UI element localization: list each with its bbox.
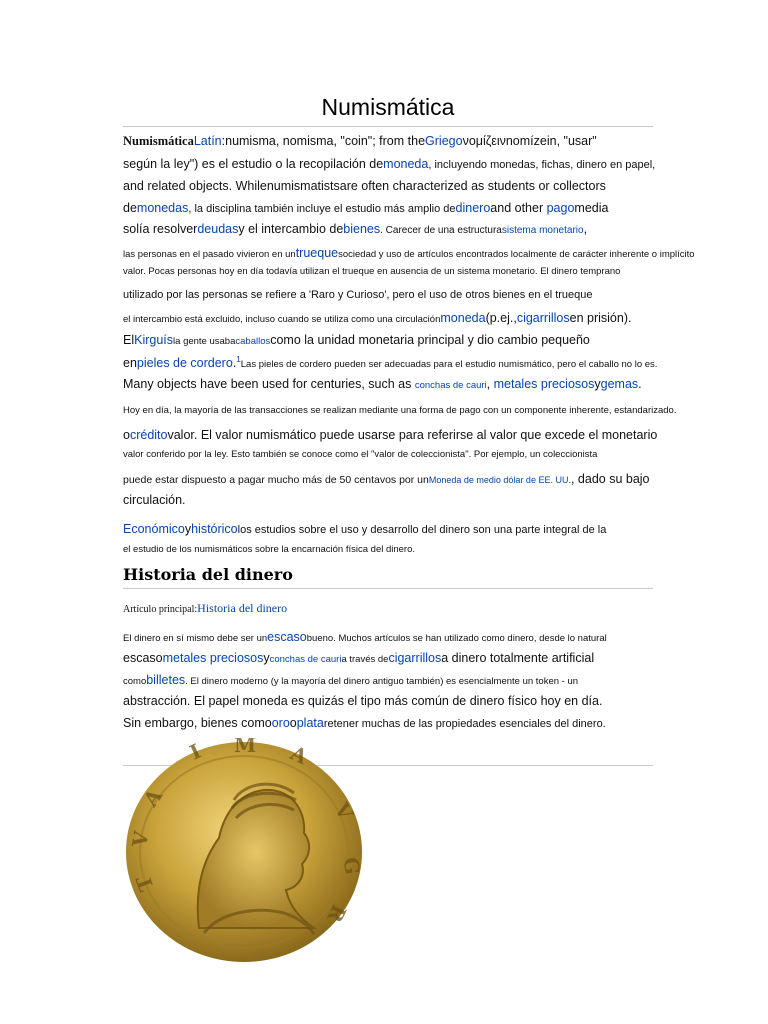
svg-text:A: A <box>138 784 168 811</box>
link-moneda-medio-dolar[interactable]: Moneda de medio dólar de EE. UU. <box>428 475 571 485</box>
link-historia-del-dinero[interactable]: Historia del dinero <box>197 601 288 615</box>
text: nomízein, "usar" <box>505 134 597 148</box>
intro-line-10 <box>123 333 590 347</box>
intro-line-5 <box>123 222 587 236</box>
text: en prisión). <box>569 311 632 325</box>
text: bueno. Muchos artículos se han utilizado como dinero, desde lo natural <box>306 633 607 644</box>
text: , la disciplina también incluye el estudio más amplio de <box>188 203 456 215</box>
footnote-ref[interactable]: 1 <box>236 355 241 364</box>
svg-text:T: T <box>131 872 159 895</box>
svg-text:V: V <box>127 829 154 849</box>
intro-line-16 <box>123 472 650 486</box>
intro-line-2 <box>123 157 655 171</box>
text: :numisma, nomisma, "coin"; from the <box>221 134 426 148</box>
text: escaso <box>123 651 163 665</box>
text: o <box>289 716 297 730</box>
text: según la ley") es el estudio o la recopilación de <box>123 157 384 171</box>
link-moneda[interactable]: moneda <box>383 157 429 171</box>
svg-text:A: A <box>286 740 312 770</box>
link-conchas-de-cauri-2[interactable]: conchas de cauri <box>269 654 342 665</box>
text: media <box>574 201 609 215</box>
history-line-4: abstracción. El papel moneda es quizás el tipo más común de dinero físico hoy en día. <box>123 694 603 708</box>
text: , incluyendo monedas, fichas, dinero en papel, <box>428 159 656 171</box>
link-bienes[interactable]: bienes <box>343 222 381 236</box>
intro-line-13: Hoy en día, la mayoría de las transacciones se realizan mediante una forma de pago con un componente inherente, estandarizado. <box>123 405 677 416</box>
text: and other <box>490 201 547 215</box>
text: sociedad y uso de artículos encontrados localmente de carácter inherente o implícito <box>338 249 695 260</box>
main-article-hatnote <box>123 601 287 616</box>
link-cigarrillos-2[interactable]: cigarrillos <box>388 651 442 665</box>
link-oro[interactable]: oro <box>271 716 290 730</box>
intro-line-4 <box>123 201 608 215</box>
text: Many objects have been used for centuries, such as <box>123 377 415 391</box>
svg-text:I: I <box>185 738 205 765</box>
text: solía resolver <box>123 222 198 236</box>
link-kirguis[interactable]: Kirguís <box>134 333 174 347</box>
link-gemas[interactable]: gemas <box>600 377 639 391</box>
intro-line-12 <box>123 377 642 391</box>
link-griego[interactable]: Griego <box>425 134 463 148</box>
intro-line-6 <box>123 246 695 260</box>
text: puede estar dispuesto a pagar mucho más de 50 centavos por un <box>123 474 429 486</box>
text: las personas en el pasado vivieron en un <box>123 249 296 260</box>
section-heading-historia: Historia del dinero <box>123 565 653 589</box>
text: a través de <box>341 654 389 665</box>
text: a dinero totalmente artificial <box>441 651 595 665</box>
intro-line-14 <box>123 428 657 442</box>
text: Artículo principal: <box>123 604 198 615</box>
greek-word: νομίζειν <box>462 134 506 148</box>
intro-line-7: valor. Pocas personas hoy en día todavía utilizan el trueque en ausencia de un sistema monetario. El dinero temprano <box>123 266 621 277</box>
text: los estudios sobre el uso y desarrollo del dinero son una parte integral de la <box>237 524 607 536</box>
intro-line-11 <box>123 355 657 370</box>
text: . Carecer de una estructura <box>380 225 502 236</box>
text: Las pieles de cordero pueden ser adecuadas para el estudio numismático, pero el caballo no lo es. <box>240 359 658 371</box>
history-line-3 <box>123 673 578 687</box>
intro-line-9 <box>123 311 631 325</box>
text: (p.ej., <box>485 311 517 325</box>
link-credito[interactable]: crédito <box>129 428 168 442</box>
svg-text:V: V <box>329 798 359 824</box>
link-moneda-2[interactable]: moneda <box>440 311 486 325</box>
link-conchas-de-cauri[interactable]: conchas de cauri <box>414 380 487 391</box>
intro-line-15: valor conferido por la ley. Esto también se conoce como el "valor de coleccionista". Por ejemplo, un coleccionista <box>123 449 598 460</box>
text: de <box>123 201 137 215</box>
text: , <box>583 222 588 236</box>
text: , dado su bajo <box>570 472 650 486</box>
link-plata[interactable]: plata <box>296 716 324 730</box>
text: El dinero en sí mismo debe ser un <box>123 633 268 644</box>
intro-line-3: and related objects. Whilenumismatistsare often characterized as students or collectors <box>123 179 606 193</box>
link-caballos[interactable]: caballos <box>235 336 271 347</box>
text: y <box>184 522 192 536</box>
link-trueque[interactable]: trueque <box>295 246 339 260</box>
text: . <box>232 356 237 371</box>
ancient-gold-coin-image <box>124 738 364 966</box>
text: en <box>123 356 137 371</box>
link-cigarrillos[interactable]: cigarrillos <box>516 311 570 325</box>
intro-line-1 <box>123 134 597 149</box>
text: Sin embargo, bienes como <box>123 716 272 730</box>
link-sistema-monetario[interactable]: sistema monetario <box>501 225 584 236</box>
link-escaso[interactable]: escaso <box>267 630 307 644</box>
intro-line-8: utilizado por las personas se refiere a 'Raro y Curioso', pero el uso de otros bienes en el trueque <box>123 289 593 301</box>
text: como <box>123 676 147 687</box>
history-line-5 <box>123 716 606 730</box>
svg-text:G: G <box>339 856 364 876</box>
text: y el intercambio de <box>238 222 344 236</box>
intro-line-18 <box>123 522 606 536</box>
history-line-2 <box>123 651 594 665</box>
text: retener muchas de las propiedades esenciales del dinero. <box>323 718 606 730</box>
link-historico[interactable]: histórico <box>191 522 238 536</box>
link-pieles-de-cordero[interactable]: pieles de cordero <box>136 356 233 371</box>
link-metales-preciosos[interactable]: metales preciosos <box>493 377 595 391</box>
intro-line-17: circulación. <box>123 493 186 507</box>
text: y <box>263 651 270 665</box>
text: valor. El valor numismático puede usarse para referirse al valor que excede el monetario <box>167 428 658 442</box>
link-monedas[interactable]: monedas <box>136 201 189 215</box>
history-line-1 <box>123 630 607 644</box>
link-billetes[interactable]: billetes <box>146 673 186 687</box>
link-metales-preciosos-2[interactable]: metales preciosos <box>162 651 264 665</box>
text: o <box>123 428 130 442</box>
svg-text:M: M <box>234 738 257 757</box>
text: El <box>123 333 135 347</box>
text: como la unidad monetaria principal y dio cambio pequeño <box>270 333 590 347</box>
intro-line-19: el estudio de los numismáticos sobre la encarnación física del dinero. <box>123 544 416 555</box>
svg-text:R: R <box>322 900 352 927</box>
link-economico[interactable]: Económico <box>123 522 185 536</box>
term-bold: Numismática <box>123 134 194 148</box>
text: , <box>486 377 494 391</box>
link-deudas[interactable]: deudas <box>197 222 239 236</box>
text: el intercambio está excluido, incluso cuando se utiliza como una circulación <box>123 314 441 325</box>
link-pago[interactable]: pago <box>546 201 575 215</box>
text: la gente usaba <box>173 336 236 347</box>
page-title: Numismática <box>123 93 653 127</box>
text: . El dinero moderno (y la mayoría del dinero antiguo también) es esencialmente un token - un <box>185 676 579 687</box>
link-dinero[interactable]: dinero <box>455 201 491 215</box>
text: y <box>594 377 601 391</box>
text: . <box>638 377 642 391</box>
link-latin[interactable]: Latín <box>193 134 222 148</box>
